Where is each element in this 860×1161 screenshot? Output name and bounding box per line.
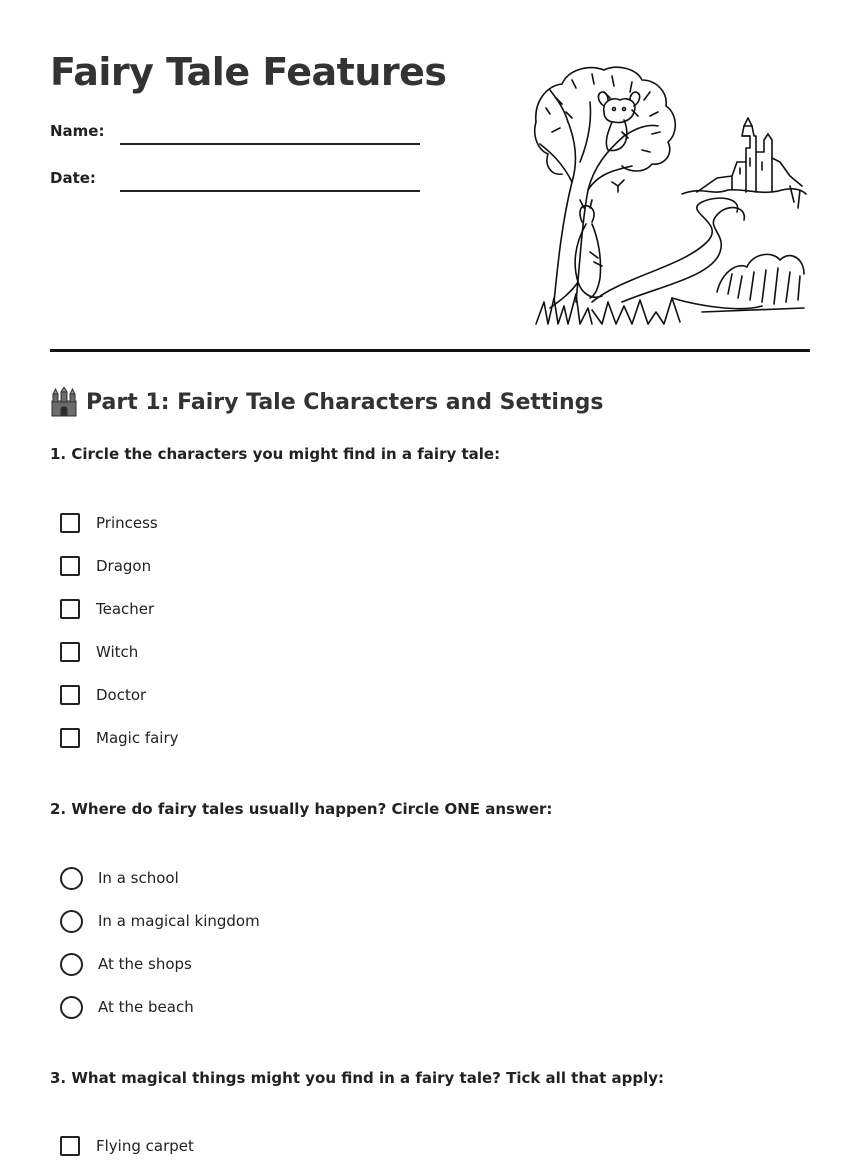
name-label: Name: (50, 122, 105, 140)
q2-radio[interactable] (60, 867, 83, 890)
q2-radio[interactable] (60, 996, 83, 1019)
castle-icon (50, 387, 78, 417)
question-2-prompt: 2. Where do fairy tales usually happen? Circle ONE answer: (50, 800, 553, 818)
q2-option-shops[interactable] (60, 952, 192, 976)
q2-option-beach[interactable] (60, 995, 194, 1019)
q2-option-school[interactable] (60, 866, 179, 890)
q1-checkbox[interactable] (60, 513, 80, 533)
q1-option-magic-fairy[interactable] (60, 726, 179, 750)
q1-option-teacher[interactable] (60, 597, 154, 621)
q1-option-dragon[interactable] (60, 554, 151, 578)
q1-option-label: Magic fairy (96, 729, 179, 747)
q1-option-doctor[interactable] (60, 683, 146, 707)
q1-option-witch[interactable] (60, 640, 138, 664)
q1-checkbox[interactable] (60, 685, 80, 705)
q3-option-flying-carpet[interactable] (60, 1134, 194, 1158)
q1-checkbox[interactable] (60, 599, 80, 619)
worksheet-title: Fairy Tale Features (50, 50, 447, 94)
question-1-prompt: 1. Circle the characters you might find in a fairy tale: (50, 445, 501, 463)
section-divider (50, 349, 810, 352)
q2-option-label: In a magical kingdom (98, 912, 260, 930)
q2-option-label: In a school (98, 869, 179, 887)
q2-option-label: At the shops (98, 955, 192, 973)
question-3-prompt: 3. What magical things might you find in a fairy tale? Tick all that apply: (50, 1069, 665, 1087)
q1-checkbox[interactable] (60, 556, 80, 576)
name-field[interactable] (120, 143, 420, 145)
q2-option-magical-kingdom[interactable] (60, 909, 260, 933)
q1-option-label: Witch (96, 643, 139, 661)
date-label: Date: (50, 169, 96, 187)
q1-checkbox[interactable] (60, 642, 80, 662)
part1-heading-text: Part 1: Fairy Tale Characters and Settings (86, 389, 604, 415)
q1-option-label: Doctor (96, 686, 147, 704)
date-field[interactable] (120, 190, 420, 192)
q1-option-label: Teacher (96, 600, 155, 618)
q2-radio[interactable] (60, 953, 83, 976)
q2-option-label: At the beach (98, 998, 194, 1016)
q1-option-label: Dragon (96, 557, 152, 575)
part1-heading (50, 387, 603, 417)
q1-checkbox[interactable] (60, 728, 80, 748)
fairy-tale-landscape-illustration (532, 62, 808, 328)
q3-checkbox[interactable] (60, 1136, 80, 1156)
q1-option-princess[interactable] (60, 511, 158, 535)
q2-radio[interactable] (60, 910, 83, 933)
q3-option-label: Flying carpet (96, 1137, 194, 1155)
q1-option-label: Princess (96, 514, 158, 532)
